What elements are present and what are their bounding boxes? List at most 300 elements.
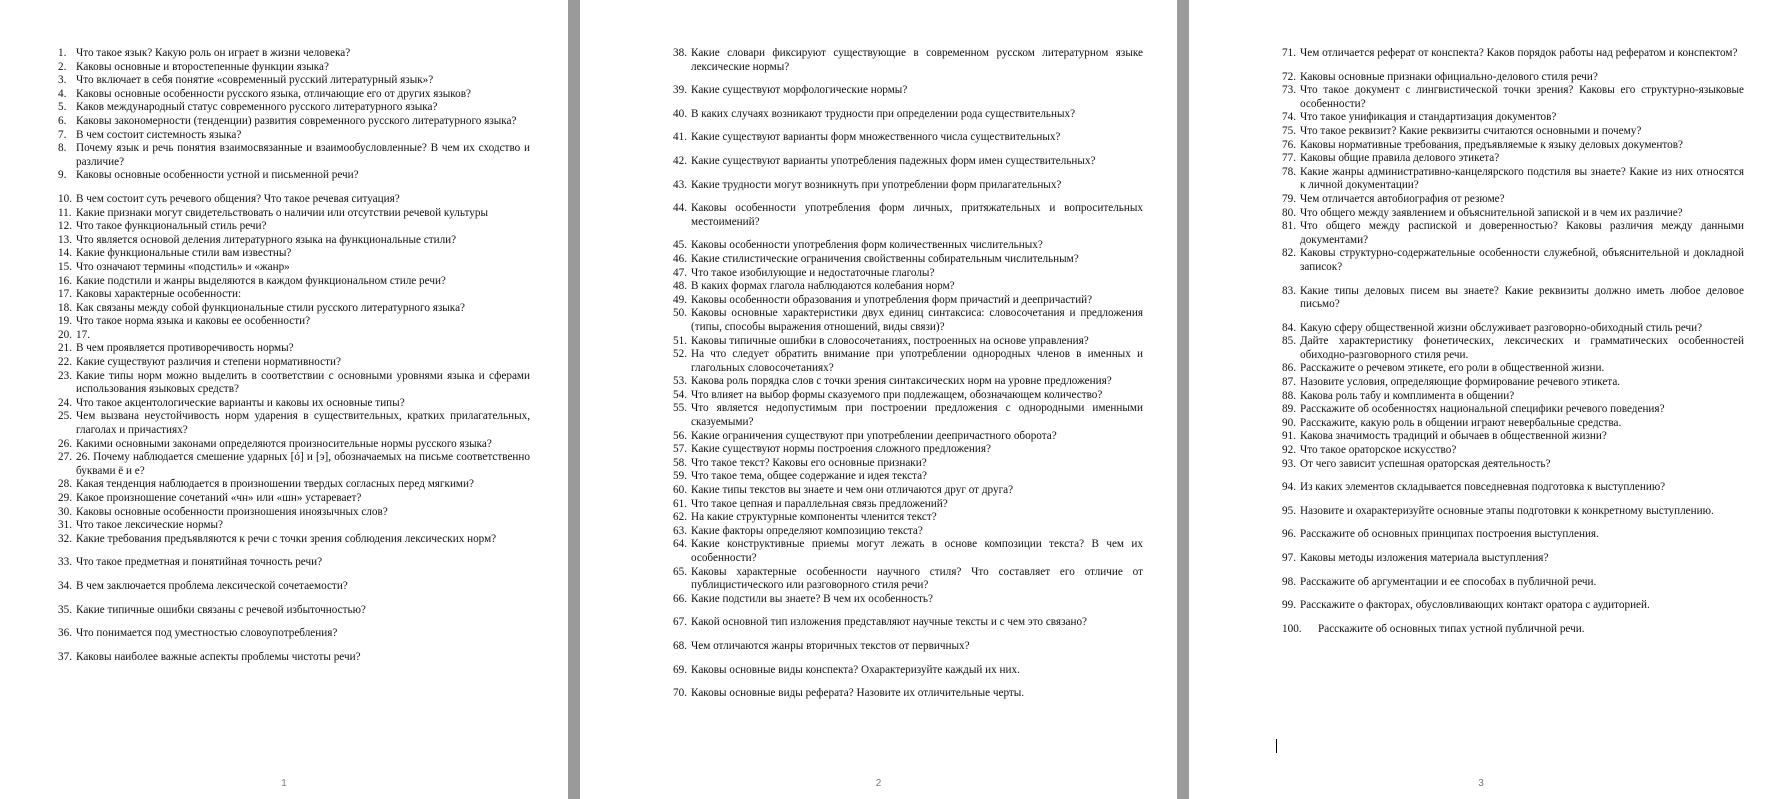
question-item (673, 267, 1143, 281)
question-number: 73. (1282, 84, 1296, 97)
question-number: 69. (673, 663, 687, 676)
question-number: 59. (673, 470, 687, 483)
question-text: Чем отличается реферат от конспекта? Каков порядок работы над рефератом и конспектом? (1300, 47, 1738, 59)
question-number: 94. (1282, 481, 1296, 494)
question-text: Каковы основные и второстепенные функции языка? (76, 60, 329, 73)
question-text: Каковы методы изложения материала выступления? (1300, 552, 1549, 564)
question-item (1282, 444, 1744, 458)
question-item (58, 397, 530, 411)
question-item (673, 131, 1143, 145)
question-number: 71. (1282, 47, 1296, 59)
question-number: 93. (1282, 457, 1296, 470)
question-text: 17. (76, 328, 90, 341)
question-number: 35. (58, 603, 72, 616)
question-number: 95. (1282, 504, 1296, 517)
question-text: Что такое тема, общее содержание и идея текста? (691, 470, 928, 483)
question-text: Расскажите об основных типах устной публичной речи. (1318, 622, 1585, 635)
question-item (673, 498, 1143, 512)
question-number: 54. (673, 388, 687, 401)
question-number: 89. (1282, 403, 1296, 416)
question-text: Что означают термины «подстиль» и «жанр» (76, 260, 290, 273)
question-text: Что является основой деления литературного языка на функциональные стили? (76, 233, 457, 246)
question-text: Назовите и охарактеризуйте основные этапы подготовки к конкретному выступлению. (1300, 504, 1714, 517)
question-text: Каковы основные особенности произношения иноязычных слов? (76, 505, 388, 518)
question-text: Каковы характерные особенности: (76, 288, 242, 301)
question-text: Что такое реквизит? Какие реквизиты считаются основными и почему? (1300, 124, 1642, 137)
question-text: Что такое документ с лингвистической точки зрения? Каковы его структурно-языковые особенности? (1300, 84, 1744, 110)
question-text: Какие существуют нормы построения сложного предложения? (691, 443, 991, 456)
page-number: 1 (281, 778, 287, 789)
question-number: 8. (58, 142, 67, 155)
question-text: Каковы типичные ошибки в словосочетаниях, построенных на основе управления? (691, 334, 1089, 347)
question-item (58, 604, 530, 618)
question-item (58, 492, 530, 506)
question-item (673, 389, 1143, 403)
question-number: 32. (58, 532, 72, 545)
question-text: Какие ограничения существуют при употреблении деепричастного оборота? (691, 429, 1057, 442)
question-text: Какие жанры административно-канцелярского подстиля вы знаете? Какие из них относятся к личной документации? (1300, 165, 1744, 192)
question-item (58, 580, 530, 594)
question-text: Каковы особенности образования и употребления форм причастий и деепричастий? (691, 293, 1093, 306)
question-text: Какие типичные ошибки связаны с речевой избыточностью? (76, 603, 366, 616)
question-text: Расскажите об аргументации и ее способах в публичной речи. (1300, 575, 1597, 588)
question-item (58, 169, 530, 183)
question-item (673, 664, 1143, 678)
question-item (58, 519, 530, 533)
question-number: 49. (673, 293, 687, 306)
question-item (1282, 505, 1744, 519)
question-item (58, 74, 530, 88)
question-item (58, 438, 530, 452)
question-number: 36. (58, 627, 72, 640)
question-number: 58. (673, 456, 687, 469)
question-text: Каковы основные особенности русского языка, отличающие его от других языков? (76, 87, 471, 100)
question-item (58, 556, 530, 570)
question-item (673, 155, 1143, 169)
question-text: На что следует обратить внимание при употреблении однородных членов в именных и глагольных словосочетаниях? (691, 348, 1143, 374)
question-item (673, 687, 1143, 701)
question-number: 11. (58, 206, 72, 219)
question-number: 19. (58, 315, 72, 328)
question-item (1282, 335, 1744, 362)
question-number: 2. (58, 60, 67, 73)
question-item (1282, 152, 1744, 166)
question-text: Из каких элементов складывается повседневная подготовка к выступлению? (1300, 481, 1666, 494)
question-item (673, 566, 1143, 593)
question-text: Какова роль порядка слов с точки зрения синтаксических норм на уровне предложения? (691, 375, 1112, 388)
question-text: Каковы характерные особенности научного стиля? Что составляет его отличие от публицистического или разговорного стиля речи? (691, 565, 1143, 592)
question-number: 78. (1282, 165, 1296, 178)
question-text: Каковы основные особенности устной и письменной речи? (76, 169, 359, 182)
question-item (58, 342, 530, 356)
question-number: 98. (1282, 575, 1296, 588)
question-item (673, 616, 1143, 630)
question-item (1282, 247, 1744, 274)
question-item (58, 288, 530, 302)
question-number: 72. (1282, 70, 1296, 83)
question-item (58, 651, 530, 665)
question-text: Что такое язык? Какую роль он играет в жизни человека? (76, 47, 351, 59)
question-text: На какие структурные компоненты членится текст? (691, 511, 937, 524)
question-text: Каковы основные виды реферата? Назовите их отличительные черты. (691, 687, 1025, 700)
question-number: 48. (673, 280, 687, 293)
question-text: Какие трудности могут возникнуть при употреблении форм прилагательных? (691, 178, 1062, 191)
question-text: Чем отличается автобиография от резюме? (1300, 192, 1505, 205)
question-item (673, 294, 1143, 308)
question-number: 65. (673, 565, 687, 578)
question-item (58, 129, 530, 143)
question-number: 85. (1282, 335, 1296, 348)
question-text: Какие существуют варианты употребления падежных форм имен существительных? (691, 154, 1096, 167)
page-number: 3 (1478, 778, 1484, 789)
question-item (1282, 458, 1744, 472)
question-item (1282, 84, 1744, 111)
question-item (58, 88, 530, 102)
question-text: Назовите условия, определяющие формирование речевого этикета. (1300, 376, 1621, 389)
question-item (58, 370, 530, 397)
question-number: 62. (673, 511, 687, 524)
question-number: 52. (673, 348, 687, 361)
question-item (58, 302, 530, 316)
question-item (58, 47, 530, 61)
question-item (1282, 47, 1744, 61)
question-item (1282, 166, 1744, 193)
question-text: Что является недопустимым при построении предложения с однородными именными сказуемыми? (691, 402, 1143, 429)
question-text: В чем заключается проблема лексической сочетаемости? (76, 579, 348, 592)
question-text: Что такое предметная и понятийная точность речи? (76, 556, 323, 569)
page-number: 2 (875, 778, 882, 789)
question-item (58, 247, 530, 261)
question-item (58, 451, 530, 478)
question-number: 20. (58, 328, 72, 341)
question-number: 40. (673, 107, 687, 120)
question-number: 1. (58, 47, 67, 59)
question-text: Как связаны между собой функциональные стили русского литературного языка? (76, 301, 466, 314)
question-text: Какие стилистические ограничения свойственны собирательным числительным? (691, 252, 1079, 265)
question-list-1 (58, 47, 530, 664)
question-item (1282, 599, 1744, 613)
question-item (58, 329, 530, 343)
question-number: 99. (1282, 599, 1296, 612)
question-number: 10. (58, 192, 72, 205)
question-number: 82. (1282, 247, 1296, 260)
question-text: Каковы общие правила делового этикета? (1300, 152, 1500, 165)
question-number: 90. (1282, 416, 1296, 429)
question-item (1282, 207, 1744, 221)
question-item (673, 179, 1143, 193)
question-number: 64. (673, 538, 687, 551)
question-item (673, 239, 1143, 253)
question-item (1282, 390, 1744, 404)
question-text: Что общего между заявлением и объяснительной запиской и в чем их различие? (1300, 206, 1683, 219)
question-number: 50. (673, 307, 687, 320)
question-item (673, 375, 1143, 389)
question-text: Дайте характеристику фонетических, лексических и грамматических особенностей обиходно-разговорного стиля речи. (1300, 335, 1744, 361)
question-item (673, 457, 1143, 471)
question-number: 79. (1282, 192, 1296, 205)
question-item (58, 61, 530, 75)
question-text: Что такое функциональный стиль речи? (76, 220, 267, 233)
question-text: Расскажите об особенностях национальной специфики речевого поведения? (1300, 403, 1665, 416)
question-text: Расскажите о речевом этикете, его роли в общественной жизни. (1300, 362, 1605, 375)
question-text: Что такое цепная и параллельная связь предложений? (691, 497, 948, 510)
question-number: 88. (1282, 389, 1296, 402)
question-item (1282, 322, 1744, 336)
question-text: Какой основной тип изложения представляют научные тексты и с чем это связано? (691, 616, 1088, 629)
question-number: 81. (1282, 220, 1296, 233)
question-item (673, 280, 1143, 294)
question-text: Какие существуют различия и степени нормативности? (76, 356, 341, 369)
question-number: 30. (58, 505, 72, 518)
question-number: 68. (673, 639, 687, 652)
question-text: Какие словари фиксируют существующие в современном русском литературном языке лексические нормы? (691, 47, 1143, 73)
question-number: 24. (58, 396, 72, 409)
question-item (673, 470, 1143, 484)
question-item (1282, 376, 1744, 390)
question-text: Каковы особенности употребления форм количественных числительных? (691, 239, 1043, 252)
question-item (1282, 430, 1744, 444)
question-item (1282, 220, 1744, 247)
question-item (673, 202, 1143, 229)
question-number: 100. (1282, 622, 1302, 635)
question-text: Какое произношение сочетаний «чн» или «шн» устаревает? (76, 492, 362, 504)
question-number: 13. (58, 233, 72, 246)
question-number: 33. (58, 556, 72, 569)
question-text: Какая тенденция наблюдается в произношении твердых согласных перед мягкими? (76, 478, 474, 491)
question-number: 44. (673, 202, 687, 215)
question-number: 87. (1282, 376, 1296, 389)
question-text: Что такое акцентологические варианты и каковы их основные типы? (76, 396, 405, 409)
question-text: Какие существуют варианты форм множественного числа существительных? (691, 131, 1061, 144)
question-number: 26. (58, 437, 72, 450)
question-number: 53. (673, 375, 687, 388)
question-text: Какие конструктивные приемы могут лежать в основе композиции текста? В чем их особенности? (691, 538, 1143, 564)
question-text: Каковы закономерности (тенденции) развития современного русского литературного языка? (76, 114, 517, 127)
question-text: В каких случаях возникают трудности при определении рода существительных? (691, 107, 1076, 120)
question-text: Почему язык и речь понятия взаимосвязанные и взаимообусловленные? В чем их сходство и различие? (76, 142, 530, 168)
question-text: Что такое норма языка и каковы ее особенности? (76, 315, 311, 328)
question-text: Каковы нормативные требования, предъявляемые к языку деловых документов? (1300, 138, 1683, 151)
question-text: Каковы наиболее важные аспекты проблемы чистоты речи? (76, 650, 361, 663)
question-item (673, 307, 1143, 334)
question-item (1282, 285, 1744, 312)
question-number: 97. (1282, 552, 1296, 564)
question-item (1282, 71, 1744, 85)
question-number: 60. (673, 484, 687, 497)
question-item (1282, 576, 1744, 590)
question-text: Чем вызвана неустойчивость норм ударения в существительных, кратких прилагательных, глаголах и причастиях? (76, 410, 530, 437)
question-number: 4. (58, 87, 67, 100)
question-text: Расскажите о факторах, обусловливающих контакт оратора с аудиторией. (1300, 599, 1650, 612)
question-item (58, 533, 530, 547)
question-number: 28. (58, 478, 72, 491)
question-text: Какие признаки могут свидетельствовать о наличии или отсутствии речевой культуры (76, 206, 488, 219)
question-number: 9. (58, 169, 67, 182)
question-item (673, 47, 1143, 74)
question-item (673, 402, 1143, 429)
question-text: Какие существуют морфологические нормы? (691, 84, 908, 97)
question-number: 29. (58, 492, 72, 504)
question-item (58, 315, 530, 329)
question-text: Что такое текст? Каковы его основные признаки? (691, 456, 927, 469)
question-number: 21. (58, 342, 72, 355)
question-text: Каковы основные характеристики двух единиц синтаксиса: словосочетания и предложения (типы, способы выражения отношений, виды связи)? (691, 307, 1143, 333)
question-number: 7. (58, 128, 67, 141)
question-item (58, 220, 530, 234)
question-text: Какие типы текстов вы знаете и чем они отличаются друг от друга? (691, 484, 1014, 497)
question-number: 3. (58, 74, 67, 87)
question-number: 23. (58, 369, 72, 382)
question-text: Каковы основные признаки официально-делового стиля речи? (1300, 70, 1598, 83)
question-number: 70. (673, 687, 687, 700)
question-number: 66. (673, 592, 687, 605)
question-number: 14. (58, 247, 72, 260)
question-text: Какие типы норм можно выделить в соответствии с основными уровнями языка и сферами использования языковых средств? (76, 369, 530, 396)
question-number: 39. (673, 84, 687, 97)
question-text: Что понимается под уместностью словоупотребления? (76, 627, 338, 640)
question-item (1282, 111, 1744, 125)
question-number: 18. (58, 301, 72, 314)
question-text: Расскажите, какую роль в общении играют невербальные средства. (1300, 416, 1622, 429)
question-item (58, 506, 530, 520)
question-number: 83. (1282, 284, 1296, 297)
question-number: 91. (1282, 430, 1296, 443)
question-text: Какова роль табу и комплимента в общении? (1300, 389, 1515, 402)
question-item (1282, 623, 1744, 637)
question-text: В чем состоит суть речевого общения? Что такое речевая ситуация? (76, 192, 400, 205)
question-item (58, 193, 530, 207)
question-list-2 (673, 47, 1143, 701)
question-number: 47. (673, 266, 687, 279)
question-item (1282, 552, 1744, 566)
question-item (1282, 417, 1744, 431)
question-text: Какие типы деловых писем вы знаете? Какие реквизиты должно иметь любое деловое письмо? (1300, 284, 1744, 311)
question-item (58, 261, 530, 275)
question-item (673, 430, 1143, 444)
page-3 (1189, 0, 1773, 799)
question-text: Какие факторы определяют композицию текста? (691, 524, 923, 537)
question-item (58, 627, 530, 641)
question-item (58, 275, 530, 289)
text-cursor (1276, 739, 1277, 753)
question-text: Каковы особенности употребления форм личных, притяжательных и вопросительных местоимений? (691, 202, 1143, 228)
question-item (1282, 193, 1744, 207)
question-item (1282, 125, 1744, 139)
question-number: 67. (673, 616, 687, 629)
question-number: 22. (58, 356, 72, 369)
question-text: Каковы основные виды конспекта? Охарактеризуйте каждый их них. (691, 663, 1020, 676)
page-2 (580, 0, 1177, 799)
question-text: Что включает в себя понятие «современный русский литературный язык»? (76, 74, 434, 87)
question-number: 84. (1282, 321, 1296, 334)
question-item (673, 108, 1143, 122)
question-text: В чем состоит системность языка? (76, 128, 242, 141)
question-number: 38. (673, 47, 687, 59)
question-number: 25. (58, 410, 72, 423)
question-number: 57. (673, 443, 687, 456)
page-1 (0, 0, 568, 799)
question-text: Чем отличаются жанры вторичных текстов от первичных? (691, 639, 970, 652)
question-number: 17. (58, 288, 72, 301)
question-text: В каких формах глагола наблюдаются колебания норм? (691, 280, 955, 293)
question-text: Что такое лексические нормы? (76, 519, 223, 532)
question-item (673, 84, 1143, 98)
question-number: 27. (58, 451, 72, 464)
question-text: Какие требования предъявляются к речи с точки зрения соблюдения лексических норм? (76, 532, 497, 545)
question-text: 26. Почему наблюдается смешение ударных [ó] и [э], обозначаемых на письме соответственно буквами ё и е? (76, 451, 530, 477)
question-item (1282, 362, 1744, 376)
question-item (673, 538, 1143, 565)
question-number: 15. (58, 260, 72, 273)
question-item (58, 101, 530, 115)
question-number: 61. (673, 497, 687, 510)
question-number: 46. (673, 252, 687, 265)
question-number: 96. (1282, 528, 1296, 541)
question-item (673, 484, 1143, 498)
question-number: 77. (1282, 152, 1296, 165)
question-number: 74. (1282, 111, 1296, 124)
question-text: Расскажите об основных принципах построения выступления. (1300, 528, 1599, 541)
question-number: 6. (58, 114, 67, 127)
question-text: Что такое изобилующие и недостаточные глаголы? (691, 266, 935, 279)
question-text: Что влияет на выбор формы сказуемого при подлежащем, обозначающем количество? (691, 388, 1103, 401)
question-item (673, 335, 1143, 349)
question-number: 56. (673, 429, 687, 442)
question-item (58, 207, 530, 221)
question-number: 75. (1282, 124, 1296, 137)
question-item (58, 115, 530, 129)
question-number: 63. (673, 524, 687, 537)
question-text: Какие подстили вы знаете? В чем их особенность? (691, 592, 933, 605)
question-item (1282, 528, 1744, 542)
question-item (58, 142, 530, 169)
question-text: Каков международный статус современного русского литературного языка? (76, 101, 438, 114)
question-text: Какими основными законами определяются произносительные нормы русского языка? (76, 437, 492, 450)
question-item (1282, 481, 1744, 495)
question-number: 43. (673, 178, 687, 191)
question-item (58, 410, 530, 437)
question-item (673, 348, 1143, 375)
question-item (673, 525, 1143, 539)
question-number: 37. (58, 650, 72, 663)
question-text: Что общего между распиской и доверенностью? Каковы различия между данными документами? (1300, 220, 1744, 246)
question-text: Какую сферу общественной жизни обслуживает разговорно-обиходный стиль речи? (1300, 321, 1703, 334)
question-item (58, 356, 530, 370)
question-number: 80. (1282, 206, 1296, 219)
question-item (673, 443, 1143, 457)
question-item (1282, 139, 1744, 153)
question-item (673, 593, 1143, 607)
question-number: 34. (58, 579, 72, 592)
question-text: От чего зависит успешная ораторская деятельность? (1300, 457, 1551, 470)
question-number: 41. (673, 131, 687, 144)
question-text: Каковы структурно-содержательные особенности служебной, объяснительной и докладной записок? (1300, 247, 1744, 273)
question-item (673, 253, 1143, 267)
question-number: 92. (1282, 444, 1296, 457)
question-item (673, 640, 1143, 654)
question-number: 51. (673, 334, 687, 347)
question-number: 55. (673, 402, 687, 415)
question-text: Какие подстили и жанры выделяются в каждом функциональном стиле речи? (76, 274, 446, 287)
question-item (58, 234, 530, 248)
question-number: 86. (1282, 362, 1296, 375)
question-text: Что такое ораторское искусство? (1300, 444, 1457, 457)
question-text: Какие функциональные стили вам известны? (76, 247, 292, 260)
question-number: 16. (58, 274, 72, 287)
question-number: 45. (673, 239, 687, 252)
question-text: Какова значимость традиций и обычаев в общественной жизни? (1300, 430, 1607, 443)
question-number: 12. (58, 220, 72, 233)
